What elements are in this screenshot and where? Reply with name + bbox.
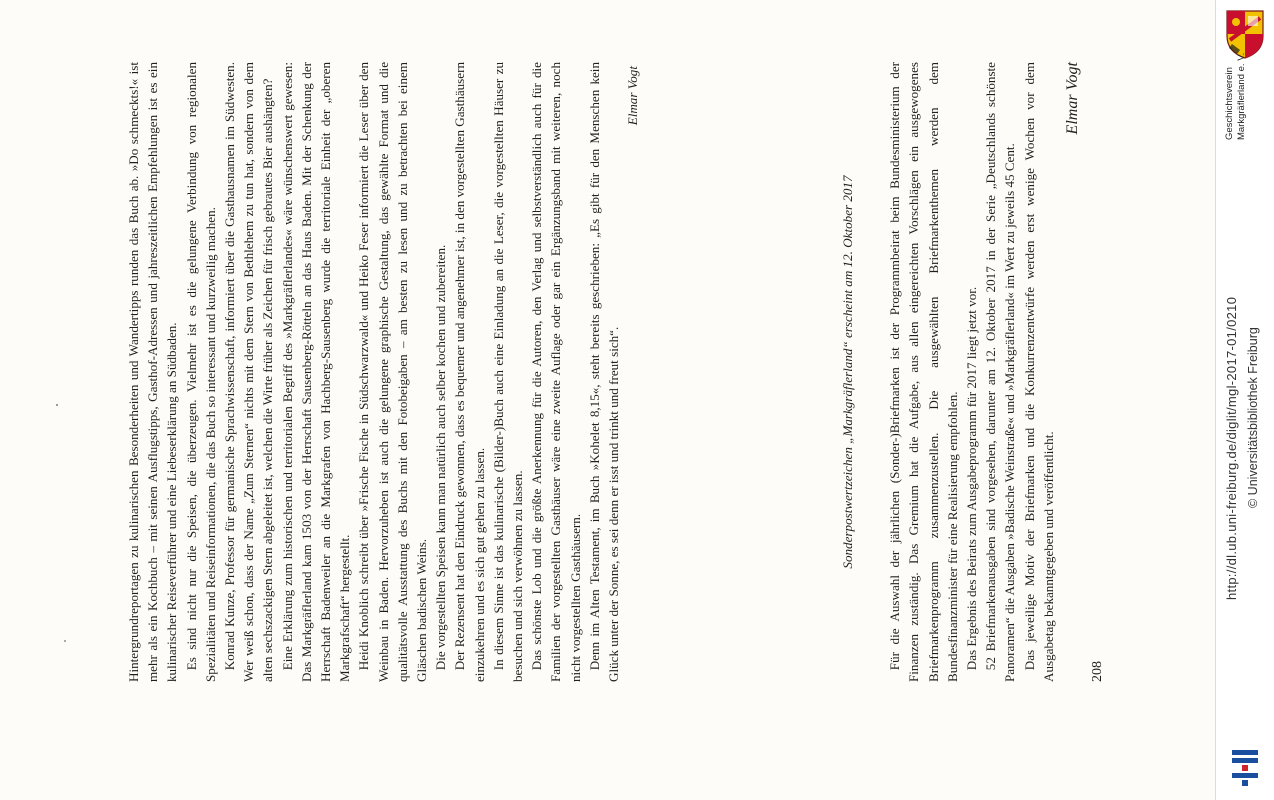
society-line: Geschichtsverein bbox=[1224, 67, 1235, 140]
paragraph: Denn im Alten Testament, im Buch »Kohelet 8,15«, steht bereits geschrieben: „Es gibt für den Menschen kein Glück unter der Sonne, es sei denn er isst und trinkt und freut sich“. bbox=[586, 62, 622, 682]
paragraph: Hintergrundreportagen zu kulinarischen Besonderheiten und Wandertipps runden das Buch ab. »Do schmeckts!« ist mehr als ein Kochbuch – mit seinen Ausflugstipps, Gasthof-Adressen und jahreszeitlichen Empfehlungen ist es ein kulinarischer Reiseverführer und eine Liebeserklärung an Südbaden. bbox=[126, 62, 180, 682]
paragraph: Das schönste Lob und die größte Anerkennung für die Autoren, den Verlag und selbstverständlich auch für die Familien der vorgestellten Gasthäuser wäre eine zweite Auflage oder gar ein Ergänzungsband mit weiteren, noch nicht vorgestellten Gasthäusern. bbox=[529, 62, 583, 682]
review-column bbox=[124, 62, 642, 682]
scan-speck bbox=[56, 404, 58, 406]
stamp-article-column bbox=[838, 62, 1058, 682]
paragraph: Das jeweilige Motiv der Briefmarken und die Konkurrenzentwürfe werden erst wenige Wochen vor dem Ausgabetag bekanntgegeben und veröffentlicht. bbox=[1021, 62, 1056, 682]
rotated-page-content bbox=[0, 40, 1216, 800]
article-heading: Sonderpostwertzeichen „Markgräflerland“ erscheint am 12. Oktober 2017 bbox=[840, 175, 855, 569]
society-name bbox=[1224, 53, 1248, 140]
paragraph: Die vorgestellten Speisen kann man natürlich auch selber kochen und zubereiten. bbox=[433, 244, 449, 671]
paragraph: Konrad Kunze, Professor für germanische Sprachwissenschaft, informiert über die Gasthausnamen im Südwesten. Wer weiß schon, dass der Name „Zum Sternen“ nichts mit dem Stern von Bethlehem zu tun hat, sondern von dem alten sechszackigen Stern abgeleitet ist, welchen die Wirte früher als Zeichen für frisch gebrautes Bier aushängten? bbox=[222, 62, 276, 682]
copyright-text: © Universitätsbibliothek Freiburg bbox=[1246, 327, 1260, 508]
scan-speck bbox=[64, 640, 66, 642]
paragraph: Heidi Knoblich schreibt über »Frische Fische in Südschwarzwald« und Heiko Feser informiert die Leser über den Weinbau in Baden. Hervorzuheben ist auch die gelungene graphische Gestaltung, das gewählte Format und die qualitätsvolle Ausstattung des Buchs mit den Fotobeigaben – am besten zu lesen und zu betrachten bei einem Gläschen badischen Weins. bbox=[356, 62, 430, 682]
rotated-credit-text bbox=[1216, 0, 1274, 800]
author-signature: Elmar Vogt bbox=[625, 66, 641, 126]
ub-freiburg-logo-icon bbox=[1230, 748, 1260, 788]
paragraph: Eine Erklärung zum historischen und territorialen Begriff des »Markgräflerlandes« wäre wünschenswert gewesen: Das Markgräflerland kam 1503 von der Herrschaft Sausenberg-Rötteln an das Haus Baden. Mit der Schenkung der Herrschaft Badenweiler an die Markgrafen von Hachberg-Sausenberg wurde die territoriale Einheit der „oberen Markgrafschaft“ hergestellt. bbox=[279, 62, 353, 682]
author-signature: Elmar Vogt bbox=[1064, 62, 1081, 135]
paragraph: Der Rezensent hat den Eindruck gewonnen, dass es bequemer und angenehmer ist, in den vorgestellten Gasthäusern einzukehren und es sich gut gehen zu lassen. bbox=[452, 62, 487, 682]
society-line: Markgräflerland e. V. bbox=[1236, 52, 1247, 140]
paragraph: Es sind nicht nur die Speisen, die überzeugen. Vielmehr ist es die gelungene Verbindung von regionalen Spezialitäten und Reiseinformationen, die das Buch so interessant und kurzweilig machen. bbox=[183, 62, 218, 682]
paragraph: Das Ergebnis des Beirats zum Ausgabeprogramm für 2017 liegt jetzt vor. bbox=[964, 286, 980, 671]
paragraph: 52 Briefmarkenausgaben sind vorgesehen, darunter am 12. Oktober 2017 in der Serie „Deutschlands schönste Panoramen“ die Ausgaben »Badische Weinstraße« und »Markgräflerland« im Wert zu jeweils 45 Cent. bbox=[983, 62, 1018, 682]
library-credit-strip bbox=[1215, 0, 1274, 800]
paragraph: In diesem Sinne ist das kulinarische (Bilder-)Buch auch eine Einladung an die Leser, die vorgestellten Häuser zu besuchen und sich verwöhnen zu lassen. bbox=[490, 62, 526, 682]
paragraph: Für die Auswahl der jährlichen (Sonder-)Briefmarken ist der Programmbeirat beim Bundesministerium der Finanzen zuständig. Das Gremium hat die Aufgabe, aus allen eingereichten Vorschlägen ein ausgewogenes Briefmarkenprogramm zusammenzustellen. Die ausgewählten Briefmarkenthemen werden dem Bundesfinanzminister für eine Realisierung empfohlen. bbox=[887, 62, 960, 682]
source-url-link[interactable]: http://dl.ub.uni-freiburg.de/diglit/mgl-2017-01/0210 bbox=[1224, 296, 1239, 600]
page-number: 208 bbox=[1090, 661, 1105, 682]
